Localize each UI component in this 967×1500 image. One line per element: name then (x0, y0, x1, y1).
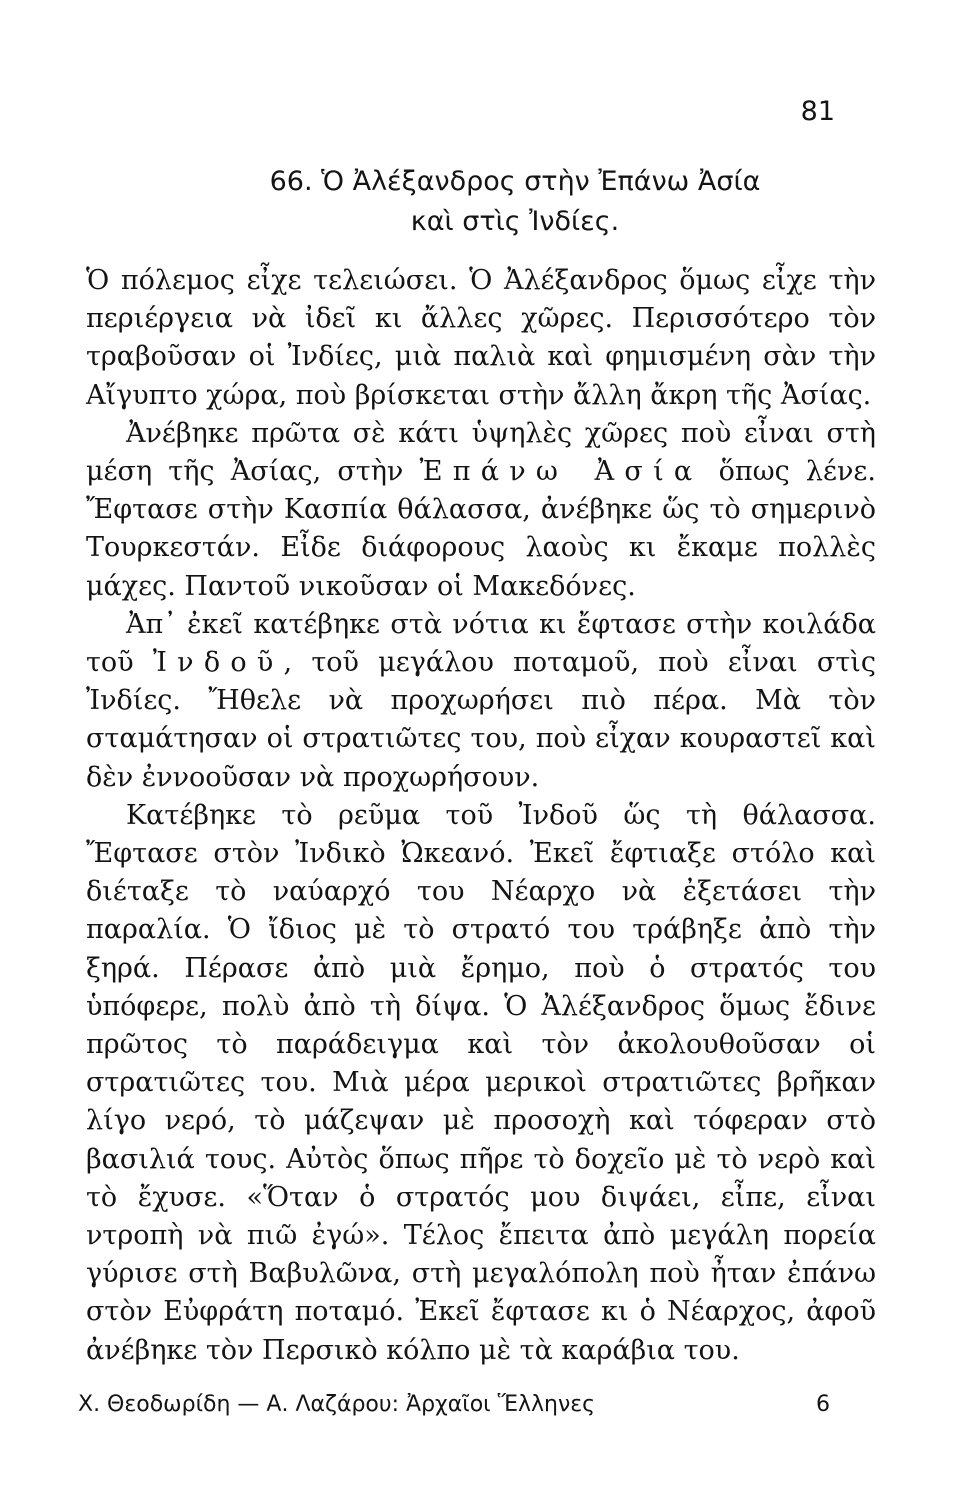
footer-authors: Χ. Θεοδωρίδη — Α. Λαζάρου: Ἀρχαῖοι Ἕλληνες (78, 1392, 596, 1417)
chapter-body (86, 262, 876, 1370)
paragraph-2-start: Ἀνέβηκε πρῶτα σὲ κάτι ὑψηλὲς χῶρες ποὺ εἶναι στὴ μέση τῆς Ἀσίας, στὴν (86, 417, 876, 488)
paragraph-3 (86, 606, 876, 797)
paragraph-3-end: , τοῦ μεγάλου ποταμοῦ, ποὺ εἶναι στὶς Ἰνδίες. Ἤθελε νὰ προχωρήσει πιὸ πέρα. Μὰ τὸν σταμάτησαν οἱ στρατιῶτες του, ποὺ εἶχαν κουραστεῖ καὶ δὲν ἐννοοῦσαν νὰ προχωρήσουν. (86, 647, 876, 793)
footer-signature-number: 6 (816, 1392, 830, 1417)
page-footer (78, 1392, 830, 1417)
paragraph-3-start: Ἀπ᾽ ἐκεῖ κατέβηκε στὰ νότια κι ἔφτασε στὴν κοιλάδα τοῦ (86, 608, 876, 679)
chapter-title-line-1: 66. Ὁ Ἀλέξανδρος στὴν Ἐπάνω Ἀσία (269, 166, 761, 197)
chapter-title (120, 162, 910, 242)
chapter-title-line-2: καὶ στὶς Ἰνδίες. (410, 206, 620, 237)
spaced-term-upper-asia: Ἐπάνω Ἀσία (419, 456, 703, 488)
paragraph-1: Ὁ πόλεμος εἶχε τελειώσει. Ὁ Ἀλέξανδρος ὅμως εἶχε τὴν περιέργεια νὰ ἰδεῖ κι ἄλλες χῶρες. Περισσότερο τὸν τραβοῦσαν οἱ Ἰνδίες, μιὰ παλιὰ καὶ φημισμένη σὰν τὴν Αἴγυπτο χώρα, ποὺ βρίσκεται στὴν ἄλλη ἄκρη τῆς Ἀσίας. (86, 265, 876, 411)
page-number: 81 (800, 96, 835, 127)
spaced-term-indus: Ἰνδοῦ (152, 647, 284, 679)
paragraph-4: Κατέβηκε τὸ ρεῦμα τοῦ Ἰνδοῦ ὥς τὴ θάλασσα. Ἔφτασε στὸν Ἰνδικὸ Ὠκεανό. Ἐκεῖ ἔφτιαξε στόλο καὶ διέταξε τὸ ναύαρχό του Νέαρχο νὰ ἐξετάσει τὴν παραλία. Ὁ ἴδιος μὲ τὸ στρατό του τράβηξε ἀπὸ τὴν ξηρά. Πέρασε ἀπὸ μιὰ ἔρημο, ποὺ ὁ στρατός του ὑπόφερε, πολὺ ἀπὸ τὴ δίψα. Ὁ Ἀλέξανδρος ὅμως ἔδινε πρῶτος τὸ παράδειγμα καὶ τὸν ἀκολουθοῦσαν οἱ στρατιῶτες του. Μιὰ μέρα μερικοὶ στρατιῶτες βρῆκαν λίγο νερό, τὸ μάζεψαν μὲ προσοχὴ καὶ τόφεραν στὸ βασιλιά τους. Αὐτὸς ὅπως πῆρε τὸ δοχεῖο μὲ τὸ νερὸ καὶ τὸ ἔχυσε. «Ὅταν ὁ στρατός μου διψάει, εἶπε, εἶναι ντροπὴ νὰ πιῶ ἐγώ». Τέλος ἔπειτα ἀπὸ μεγάλη πορεία γύρισε στὴ Βαβυλῶνα, στὴ μεγαλόπολη ποὺ ἦταν ἐπάνω στὸν Εὐφράτη ποταμό. Ἐκεῖ ἔφτασε κι ὁ Νέαρχος, ἀφοῦ ἀνέβηκε τὸν Περσικὸ κόλπο μὲ τὰ καράβια του. (86, 799, 876, 1366)
paragraph-2-end: ὅπως λένε. Ἔφτασε στὴν Κασπία θάλασσα, ἀνέβηκε ὥς τὸ σημερινὸ Τουρκεστάν. Εἶδε διάφορους λαοὺς κι ἔκαμε πολλὲς μάχες. Παντοῦ νικοῦσαν οἱ Μακεδόνες. (86, 456, 876, 602)
paragraph-2 (86, 415, 876, 606)
